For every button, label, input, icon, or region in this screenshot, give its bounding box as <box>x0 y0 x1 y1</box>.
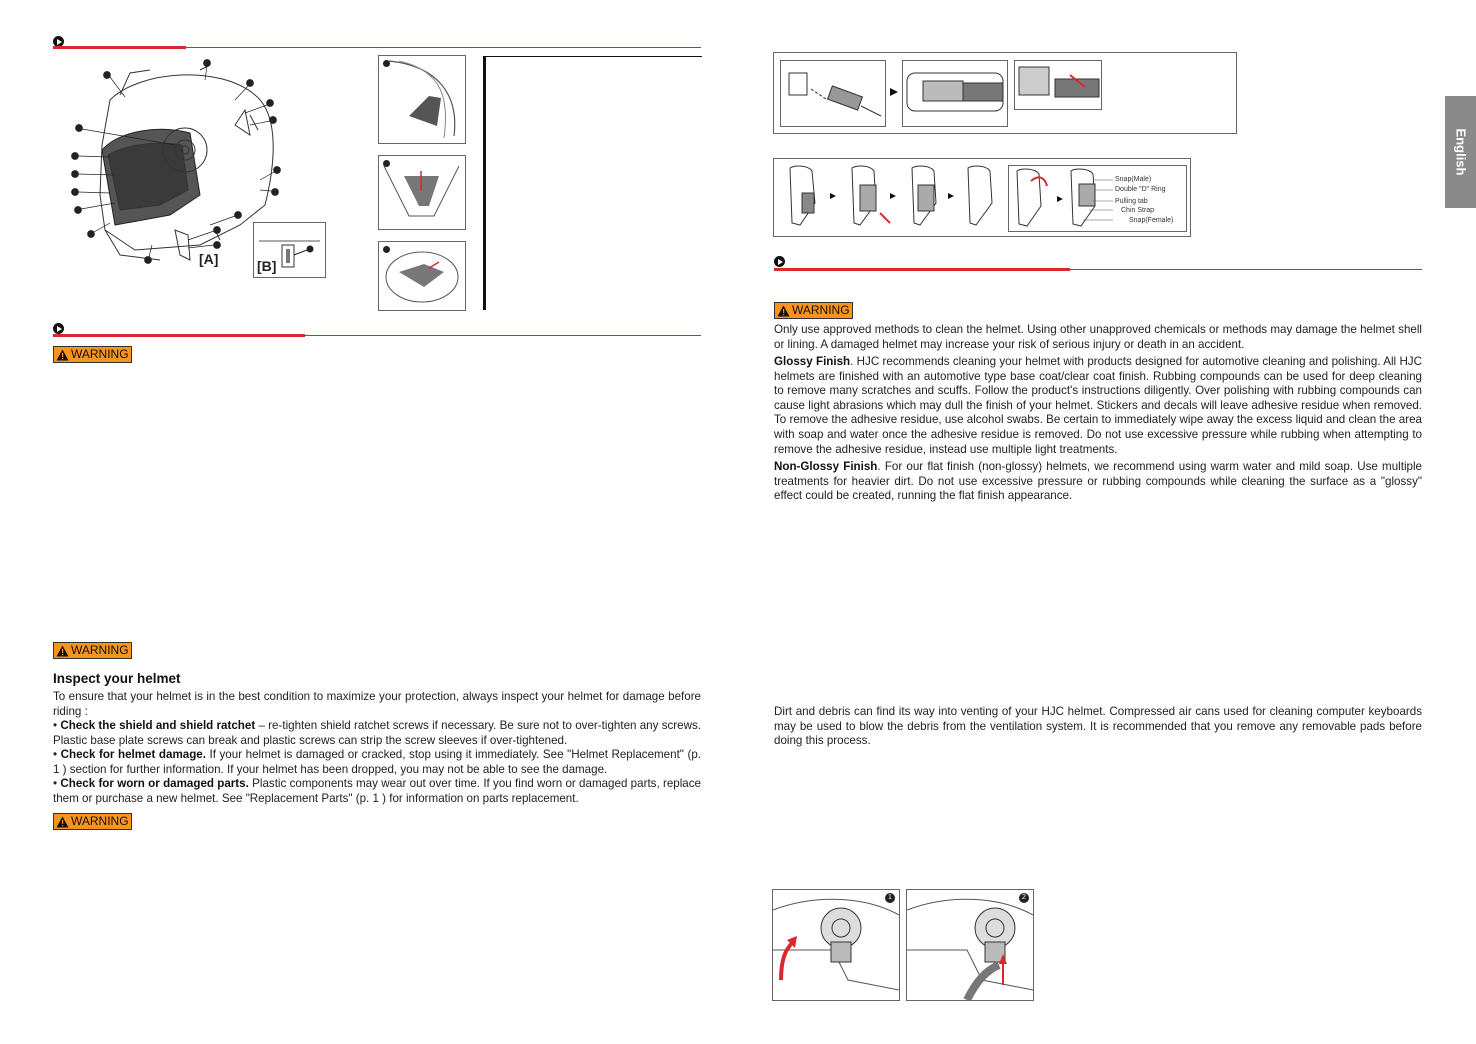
nonglossy-finish-paragraph <box>774 460 1422 504</box>
chin-strap-detail <box>1008 165 1187 232</box>
shield-ratchet-figure-1 <box>772 889 900 1001</box>
vertical-divider <box>483 56 486 310</box>
warning-triangle-icon <box>56 645 69 657</box>
section-rule-accent <box>53 46 186 49</box>
glossy-finish-paragraph <box>774 355 1422 457</box>
label-chin-strap: Chin Strap <box>1121 207 1155 214</box>
divider-top-line <box>486 56 702 57</box>
section-rule-accent <box>53 334 305 337</box>
inspect-item-title: Check the shield and shield ratchet <box>60 719 256 732</box>
chin-strap-steps <box>780 163 1008 233</box>
strap-figure-box <box>773 52 1237 134</box>
inspect-item-3: • Check for worn or damaged parts. Plastic components may wear out over time. If you find worn or damaged parts, replace them or purchase a new helmet. See "Replacement Parts" (p. 1 ) for information on parts replacement. <box>53 777 701 805</box>
inspect-item-title: Check for helmet damage. <box>60 748 206 761</box>
arrow-right-icon <box>889 87 899 97</box>
warning-label: WARNING <box>71 814 129 828</box>
figure-number-badge: 2 <box>1019 893 1029 903</box>
label-pulling-tab: Pulling tab <box>1115 198 1148 205</box>
warning-badge <box>53 346 132 363</box>
figure-number-dot <box>383 246 390 253</box>
strap-step-3 <box>1014 60 1102 110</box>
inspect-item-2: • Check for helmet damage. If your helmet is damaged or cracked, stop using it immediately. See "Helmet Replacement" (p. 1 ) section for further information. If your helmet has been dropped, you may not be able to see the damage. <box>53 748 701 776</box>
warning-label: WARNING <box>71 347 129 361</box>
warning-badge <box>53 642 132 659</box>
figure-number-badge: 1 <box>885 893 895 903</box>
vent-cleaning-text: Dirt and debris can find its way into venting of your HJC helmet. Compressed air cans used for cleaning computer keyboards may be used to blow the debris from the ventilation system. It is recommended that you remove any removable pads before doing this process. <box>774 705 1422 748</box>
warning-triangle-icon <box>777 305 790 317</box>
shield-ratchet-figure-2 <box>906 889 1034 1001</box>
nonglossy-finish-text: . For our flat finish (non-glossy) helmets, we recommend using warm water and mild soap. Use multiple treatments for heavier dirt. Do not use excessive pressure or rubbing compounds while cleaning the surface as a "glossy" effect could be created, running the flat finish appearance. <box>774 460 1423 503</box>
inspect-item-text: If your helmet is damaged or cracked, stop using it immediately. See "Helmet Replacement" (p. 1 ) section for further information. If your helmet has been dropped, you may not be able to see the damage. <box>53 748 701 776</box>
inspect-item-title: Check for worn or damaged parts. <box>60 777 249 790</box>
figure-number-dot <box>383 160 390 167</box>
warning-label: WARNING <box>792 303 850 317</box>
glossy-finish-title: Glossy Finish <box>774 355 851 368</box>
interior-figure-3 <box>378 241 466 311</box>
label-snap-male: Snap(Male) <box>1115 176 1152 183</box>
language-tab <box>1445 96 1476 208</box>
interior-figure-2 <box>378 155 466 230</box>
interior-figure-1 <box>378 55 466 144</box>
label-snap-female: Snap(Female) <box>1129 217 1174 224</box>
cleaning-warning-text: Only use approved methods to clean the helmet. Using other unapproved chemicals or methods may damage the helmet shell or lining. A damaged helmet may increase your risk of serious injury or death in an accident. <box>774 323 1422 351</box>
glossy-finish-text: . HJC recommends cleaning your helmet with products designed for automotive cleaning and polishing. All HJC helmets are finished with an automotive type base coat/clear coat finish. Rubbing compounds can be used for deep cleaning to remove many scratches and scuffs. Follow the product's instructions diligently. Over polishing with rubbing compounds can cause light abrasions which may dull the finish of your helmet. Stickers and decals will leave adhesive residue when removed. To remove the adhesive residue, use alcohol swabs. Be certain to immediately wipe away the excess liquid and clean the area with soap and water once the adhesive residue is removed. Do not use excessive pressure while rubbing when attempting to remove the adhesive residue, instead use multiple light treatments. <box>774 355 1422 456</box>
warning-triangle-icon <box>56 816 69 828</box>
warning-triangle-icon <box>56 349 69 361</box>
section-marker-icon <box>774 256 785 267</box>
inspect-item-1: • Check the shield and shield ratchet – re-tighten shield ratchet screws if necessary. Be sure not to over-tighten any screws. Plastic base plate screws can break and plastic screws can strip the screw sleeves if over-tightened. <box>53 719 701 747</box>
language-tab-label: English <box>1453 128 1468 176</box>
strap-step-1 <box>780 60 886 127</box>
nonglossy-finish-title: Non-Glossy Finish <box>774 460 878 473</box>
section-rule-accent <box>774 268 1070 271</box>
inspect-intro: To ensure that your helmet is in the best condition to maximize your protection, always inspect your helmet for damage before riding : <box>53 690 701 718</box>
inspect-item-text: – re-tighten shield ratchet screws if necessary. Be sure not to over-tighten any screws. Plastic base plate screws can break and plastic screws can strip the screw sleeves if over-tightened. <box>53 719 701 747</box>
section-marker-icon <box>53 323 64 334</box>
warning-badge <box>53 813 132 830</box>
inspect-item-text: Plastic components may wear out over time. If you find worn or damaged parts, replace them or purchase a new helmet. See "Replacement Parts" (p. 1 ) for information on parts replacement. <box>53 777 701 805</box>
figure-number-dot <box>383 60 390 67</box>
chin-strap-figure-box <box>773 158 1191 237</box>
strap-step-2 <box>902 60 1008 127</box>
warning-label: WARNING <box>71 643 129 657</box>
warning-badge <box>774 302 853 319</box>
label-double-d-ring: Double "D" Ring <box>1115 186 1166 193</box>
diagram-label-b: [B] <box>257 258 277 274</box>
inspect-heading: Inspect your helmet <box>53 671 181 686</box>
diagram-label-a: [A] <box>199 251 219 267</box>
